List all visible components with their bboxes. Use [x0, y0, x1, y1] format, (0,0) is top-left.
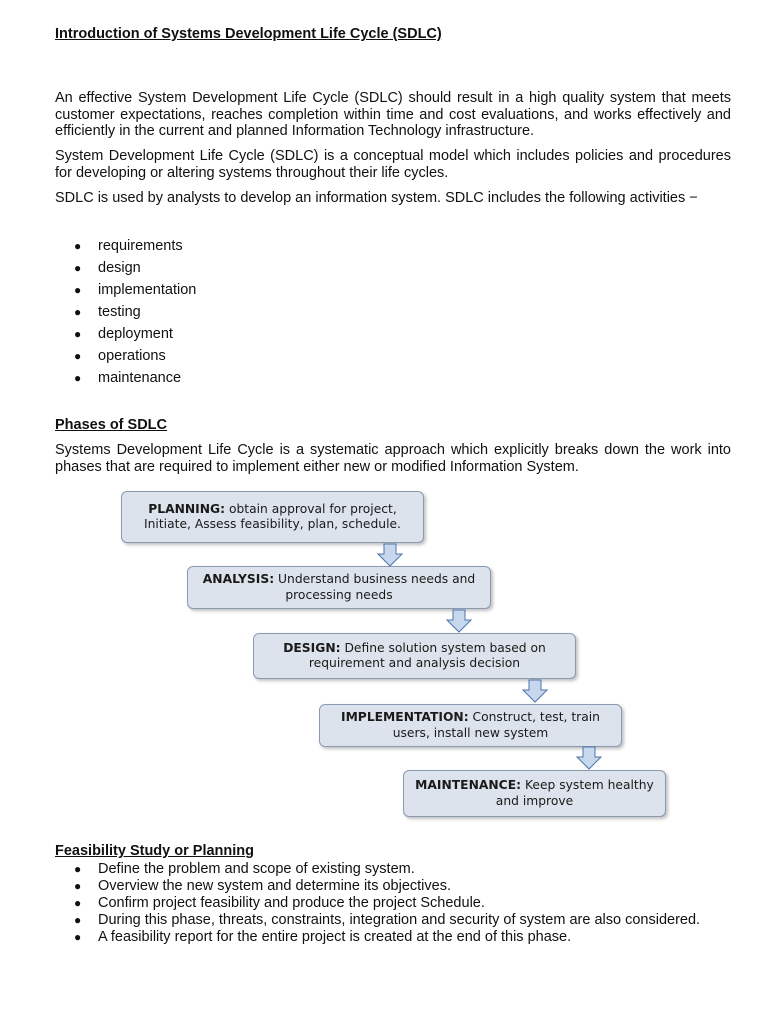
- step-description: Construct, test, train users, install new system: [392, 710, 600, 740]
- activity-label: testing: [98, 304, 141, 320]
- analysis-step: [187, 566, 491, 609]
- list-item: [55, 238, 731, 260]
- bullet-icon: ●: [74, 913, 82, 927]
- list-item: [55, 861, 731, 878]
- list-item: [55, 282, 731, 304]
- feasibility-heading: Feasibility Study or Planning: [55, 843, 254, 859]
- list-item: [55, 912, 731, 929]
- intro-paragraph-3: SDLC is used by analysts to develop an information system. SDLC includes the following activities −: [55, 190, 698, 206]
- feasibility-item: A feasibility report for the entire project is created at the end of this phase.: [98, 929, 572, 945]
- intro-paragraph-1: An effective System Development Life Cycle (SDLC) should result in a high quality system that meets customer expectations, reaches completion within time and cost evaluations, and works effectively and efficiently in the current and planned Information Technology infrastructure.: [55, 90, 731, 139]
- bullet-icon: ●: [74, 879, 82, 893]
- planning-step: [121, 491, 424, 543]
- step-description: Understand business needs and processing needs: [274, 572, 476, 602]
- step-name: IMPLEMENTATION:: [341, 710, 469, 724]
- feasibility-item: Define the problem and scope of existing system.: [98, 861, 415, 877]
- activities-list: [55, 238, 731, 392]
- bullet-icon: ●: [74, 305, 82, 319]
- feasibility-item: Overview the new system and determine its objectives.: [98, 878, 451, 894]
- step-name: DESIGN:: [283, 640, 341, 655]
- feasibility-list: [55, 861, 731, 946]
- list-item: [55, 260, 731, 282]
- down-arrow-icon: [576, 746, 602, 770]
- activity-label: deployment: [98, 326, 173, 342]
- activity-label: implementation: [98, 282, 197, 298]
- maintenance-step: [403, 770, 666, 817]
- down-arrow-icon: [377, 543, 403, 567]
- activity-label: design: [98, 260, 141, 276]
- step-name: ANALYSIS:: [202, 572, 275, 586]
- step-description: Keep system healthy and improve: [495, 778, 654, 808]
- feasibility-item: During this phase, threats, constraints, integration and security of system are also considered.: [98, 912, 701, 928]
- bullet-icon: ●: [74, 283, 82, 297]
- bullet-icon: ●: [74, 862, 82, 876]
- implementation-step: [319, 704, 622, 747]
- activity-label: requirements: [98, 238, 183, 254]
- bullet-icon: ●: [74, 349, 82, 363]
- feasibility-item: Confirm project feasibility and produce the project Schedule.: [98, 895, 485, 911]
- list-item: [55, 326, 731, 348]
- bullet-icon: ●: [74, 239, 82, 253]
- list-item: [55, 370, 731, 392]
- activity-label: operations: [98, 348, 166, 364]
- step-description: Define solution system based on requirement and analysis decision: [308, 640, 546, 670]
- step-description: obtain approval for project, Initiate, Assess feasibility, plan, schedule.: [144, 501, 401, 531]
- down-arrow-icon: [446, 609, 472, 633]
- phases-heading: Phases of SDLC: [55, 417, 167, 433]
- bullet-icon: ●: [74, 896, 82, 910]
- phases-paragraph: Systems Development Life Cycle is a systematic approach which explicitly breaks down the work into phases that are required to implement either new or modified Information System.: [55, 442, 731, 475]
- activity-label: maintenance: [98, 370, 182, 386]
- list-item: [55, 348, 731, 370]
- list-item: [55, 929, 731, 946]
- page-title: Introduction of Systems Development Life Cycle (SDLC): [55, 26, 442, 42]
- bullet-icon: ●: [74, 930, 82, 944]
- list-item: [55, 304, 731, 326]
- bullet-icon: ●: [74, 371, 82, 385]
- bullet-icon: ●: [74, 261, 82, 275]
- intro-paragraph-2: System Development Life Cycle (SDLC) is a conceptual model which includes policies and procedures for developing or altering systems throughout their life cycles.: [55, 148, 731, 181]
- design-step: [253, 633, 576, 679]
- down-arrow-icon: [522, 679, 548, 703]
- list-item: [55, 895, 731, 912]
- list-item: [55, 878, 731, 895]
- step-name: PLANNING:: [148, 501, 226, 516]
- bullet-icon: ●: [74, 327, 82, 341]
- step-name: MAINTENANCE:: [415, 778, 522, 792]
